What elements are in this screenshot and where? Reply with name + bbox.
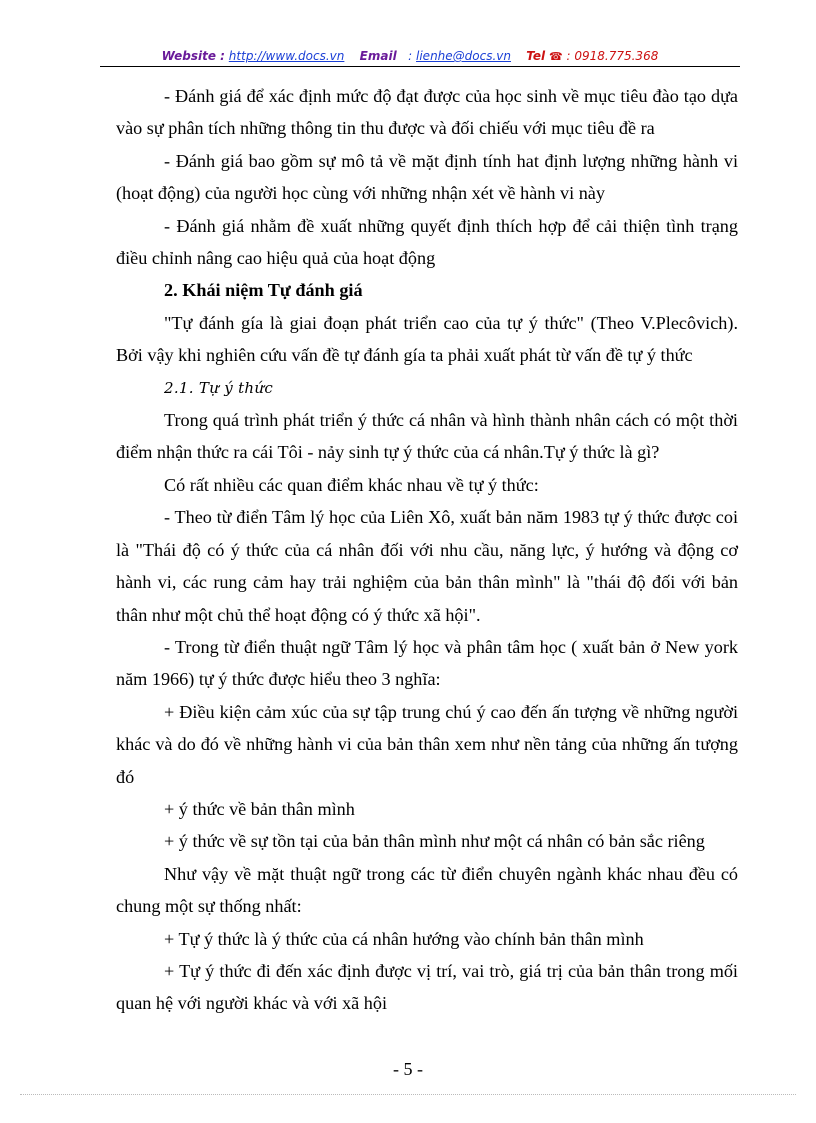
paragraph: - Đánh giá nhằm đề xuất những quyết định thích hợp để cải thiện tình trạng điều chỉnh nâng cao hiệu quả của hoạt động — [116, 215, 738, 269]
subsection-heading: 2.1. Tự ý thức — [164, 378, 274, 397]
paragraph: + ý thức về sự tồn tại của bản thân mình như một cá nhân có bản sắc riêng — [164, 831, 705, 852]
paragraph: + Tự ý thức đi đến xác định được vị trí, vai trò, giá trị của bản thân trong mối quan hệ với người khác và với xã hội — [116, 960, 738, 1014]
website-label: Website : — [161, 49, 225, 63]
email-label: Email — [359, 49, 397, 63]
document-body — [116, 80, 738, 1020]
paragraph: Trong quá trình phát triển ý thức cá nhân và hình thành nhân cách có một thời điểm nhận thức ra cái Tôi - nảy sinh tự ý thức của cá nhân.Tự ý thức là gì? — [116, 410, 738, 463]
phone-icon: ☎ — [548, 50, 563, 63]
page-number: - 5 - — [393, 1059, 423, 1079]
header-divider — [100, 66, 740, 67]
paragraph: Có rất nhiều các quan điểm khác nhau về tự ý thức: — [164, 474, 539, 495]
paragraph: - Theo từ điển Tâm lý học của Liên Xô, xuất bản năm 1983 tự ý thức được coi là "Thái độ có ý thức của cá nhân đối với nhu cầu, năng lực, ý hướng và động cơ hành vi, các rung cảm hay trải nghiệm của bản thân mình" là "thái độ đối với bản thân như một chủ thể hoạt động có ý thức xã hội". — [116, 507, 738, 625]
section-heading: 2. Khái niệm Tự đánh giá — [164, 280, 363, 301]
paragraph: - Đánh giá bao gồm sự mô tả về mặt định tính hat định lượng những hành vi (hoạt động) của người học cùng với những nhận xét về hành vi này — [116, 150, 738, 204]
paragraph: + ý thức về bản thân mình — [164, 798, 355, 819]
paragraph: + Tự ý thức là ý thức của cá nhân hướng vào chính bản thân mình — [164, 928, 644, 949]
footer-divider — [20, 1094, 796, 1095]
email-link[interactable]: lienhe@docs.vn — [416, 49, 511, 63]
email-separator: : — [408, 49, 413, 63]
phone-number: 0918.775.368 — [574, 49, 659, 63]
paragraph: - Đánh giá để xác định mức độ đạt được của học sinh về mục tiêu đào tạo dựa vào sự phân tích những thông tin thu được và đối chiếu với mục tiêu đề ra — [116, 86, 738, 139]
paragraph: + Điều kiện cảm xúc của sự tập trung chú ý cao đến ấn tượng về những người khác và do đó về những hành vi của bản thân xem như nền tảng của những ấn tượng đó — [116, 701, 738, 787]
paragraph: "Tự đánh gía là giai đoạn phát triển cao của tự ý thức" (Theo V.Plecôvich). Bởi vậy khi nghiên cứu vấn đề tự đánh gía ta phải xuất phát từ vấn đề tự ý thức — [116, 312, 738, 366]
tel-label: Tel — [526, 49, 546, 63]
paragraph: Như vậy về mặt thuật ngữ trong các từ điển chuyên ngành khác nhau đều có chung một sự thống nhất: — [116, 863, 738, 917]
page-header: Website : http://www.docs.vn Email : lienhe@docs.vn Tel ☎ : 0918.775.368 — [161, 49, 659, 63]
paragraph: - Trong từ điển thuật ngữ Tâm lý học và phân tâm học ( xuất bản ở New york năm 1966) tự ý thức được hiểu theo 3 nghĩa: — [116, 636, 738, 690]
website-link[interactable]: http://www.docs.vn — [228, 49, 345, 63]
